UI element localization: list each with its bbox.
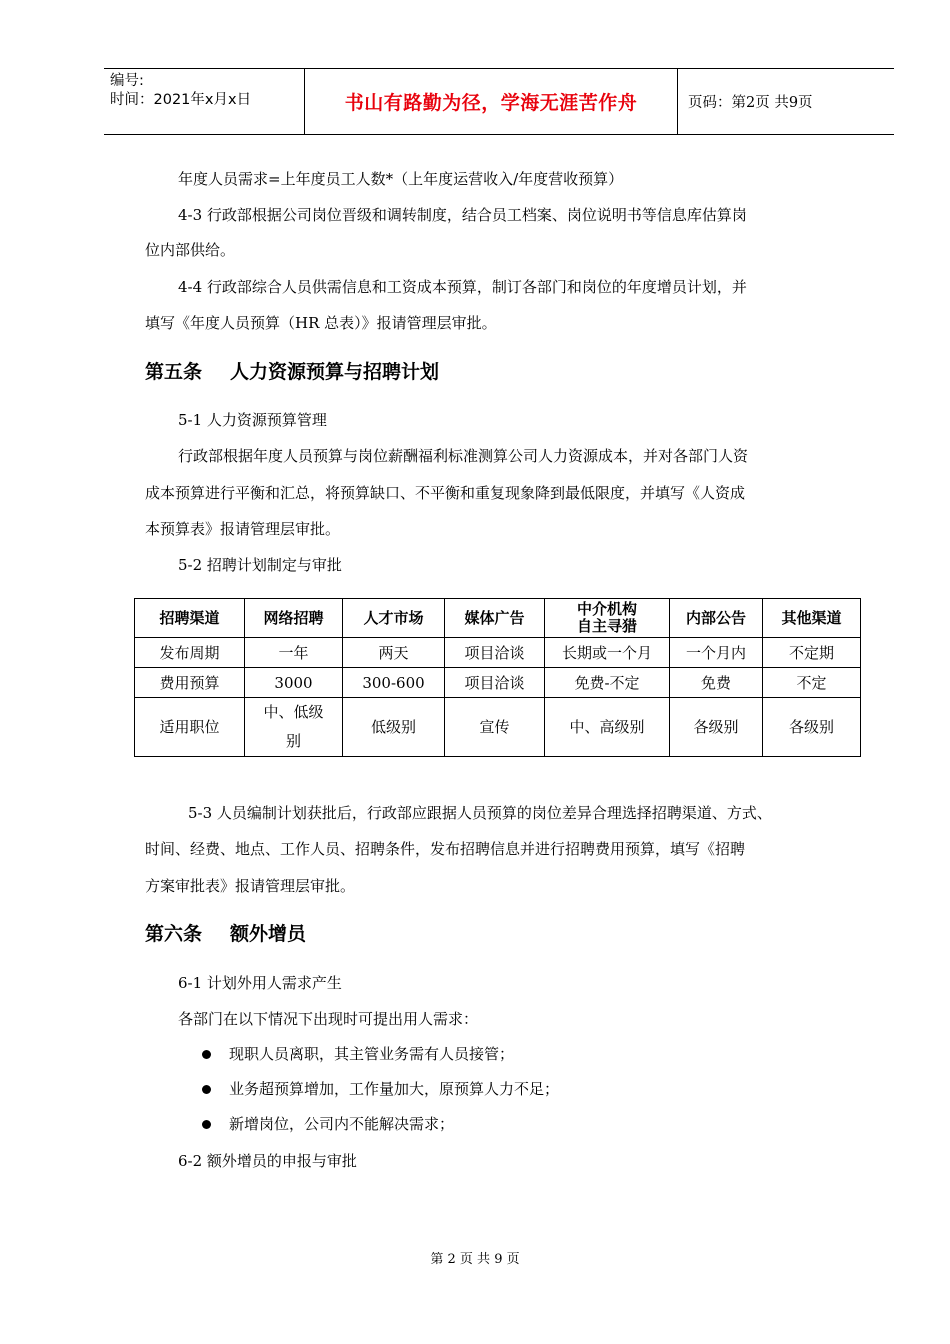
paragraph-4-4-line2: 填写《年度人员预算（HR 总表）》报请管理层审批。 [145, 314, 497, 332]
table-cell: 宣传 [445, 698, 545, 757]
paragraph-6-intro: 各部门在以下情况下出现时可提出用人需求： [178, 1010, 479, 1028]
paragraph-formula: 年度人员需求=上年度员工人数*（上年度运营收入/年度营收预算） [178, 170, 624, 188]
header-page-info: 页码：第2页 共9页 [688, 95, 813, 111]
heading-article-6-number: 第六条 [145, 923, 203, 945]
number-label: 编号: [110, 73, 144, 89]
heading-article-5-title: 人力资源预算与招聘计划 [230, 361, 440, 383]
subsection-6-2: 6-2 额外增员的申报与审批 [178, 1152, 357, 1170]
cell-line: 别 [285, 732, 301, 750]
table-row [135, 638, 861, 668]
list-item: 新增岗位，公司内不能解决需求； [202, 1115, 454, 1133]
subsection-6-1: 6-1 计划外用人需求产生 [178, 974, 342, 992]
table-header-cell [545, 599, 670, 638]
table-header-row [135, 599, 861, 638]
table-cell: 中、高级别 [545, 698, 670, 757]
table-row [135, 668, 861, 698]
bullet-dot-icon [202, 1120, 211, 1129]
paragraph-4-3-line1: 4-3 行政部根据公司岗位晋级和调转制度，结合员工档案、岗位说明书等信息库估算岗 [178, 206, 747, 224]
table-cell: 300-600 [343, 668, 445, 698]
cell-line: 中、低级 [263, 703, 324, 721]
paragraph-5-1-line2: 成本预算进行平衡和汇总，将预算缺口、不平衡和重复现象降到最低限度，并填写《人资成 [145, 484, 746, 502]
subsection-5-2: 5-2 招聘计划制定与审批 [178, 556, 342, 574]
paragraph-4-4-line1: 4-4 行政部综合人员供需信息和工资成本预算，制订各部门和岗位的年度增员计划，并 [178, 278, 747, 296]
bullet-dot-icon [202, 1050, 211, 1059]
table-cell: 免费 [670, 668, 763, 698]
heading-article-6 [145, 923, 306, 945]
table-cell: 长期或一个月 [545, 638, 670, 668]
table-cell [245, 698, 343, 757]
page-footer: 第 2 页 共 9 页 [430, 1252, 520, 1267]
header-agency: 中介机构 [576, 600, 637, 618]
table-cell: 一年 [245, 638, 343, 668]
table-header-cell: 媒体广告 [445, 599, 545, 638]
table-cell: 费用预算 [135, 668, 245, 698]
table-cell: 适用职位 [135, 698, 245, 757]
time-label: 时间：2021年x月x日 [110, 92, 252, 108]
paragraph-5-3-line1: 5-3 人员编制计划获批后，行政部应跟据人员预算的岗位差异合理选择招聘渠道、方式、 [188, 804, 772, 822]
table-cell: 各级别 [763, 698, 861, 757]
table-header-cell: 内部公告 [670, 599, 763, 638]
table-cell: 不定 [763, 668, 861, 698]
table-cell: 一个月内 [670, 638, 763, 668]
table-cell: 各级别 [670, 698, 763, 757]
list-item: 现职人员离职，其主管业务需有人员接管； [202, 1045, 514, 1063]
table-cell: 两天 [343, 638, 445, 668]
paragraph-4-3-line2: 位内部供给。 [145, 241, 236, 259]
table-header-cell: 人才市场 [343, 599, 445, 638]
table-header-cell: 网络招聘 [245, 599, 343, 638]
table-header-cell: 其他渠道 [763, 599, 861, 638]
table-cell: 不定期 [763, 638, 861, 668]
paragraph-5-3-line2: 时间、经费、地点、工作人员、招聘条件，发布招聘信息并进行招聘费用预算，填写《招聘 [145, 840, 746, 858]
heading-article-6-title: 额外增员 [230, 923, 307, 945]
header-motto: 书山有路勤为径，学海无涯苦作舟 [305, 69, 678, 134]
header-headhunt: 自主寻猎 [576, 617, 637, 635]
paragraph-5-1-line1: 行政部根据年度人员预算与岗位薪酬福利标准测算公司人力资源成本，并对各部门人资 [178, 447, 749, 465]
document-header [104, 68, 894, 135]
heading-article-5 [145, 361, 439, 383]
table-header-cell: 招聘渠道 [135, 599, 245, 638]
list-item: 业务超预算增加，工作量加大，原预算人力不足； [202, 1080, 559, 1098]
table-cell: 免费-不定 [545, 668, 670, 698]
table-cell: 项目洽谈 [445, 668, 545, 698]
subsection-5-1: 5-1 人力资源预算管理 [178, 411, 327, 429]
table-cell: 发布周期 [135, 638, 245, 668]
table-row [135, 698, 861, 757]
heading-article-5-number: 第五条 [145, 361, 203, 383]
header-meta [104, 69, 305, 134]
table-cell: 3000 [245, 668, 343, 698]
table-cell: 低级别 [343, 698, 445, 757]
paragraph-5-1-line3: 本预算表》报请管理层审批。 [145, 520, 341, 538]
table-cell: 项目洽谈 [445, 638, 545, 668]
paragraph-5-3-line3: 方案审批表》报请管理层审批。 [145, 877, 356, 895]
recruitment-channel-table [134, 598, 861, 757]
bullet-dot-icon [202, 1085, 211, 1094]
